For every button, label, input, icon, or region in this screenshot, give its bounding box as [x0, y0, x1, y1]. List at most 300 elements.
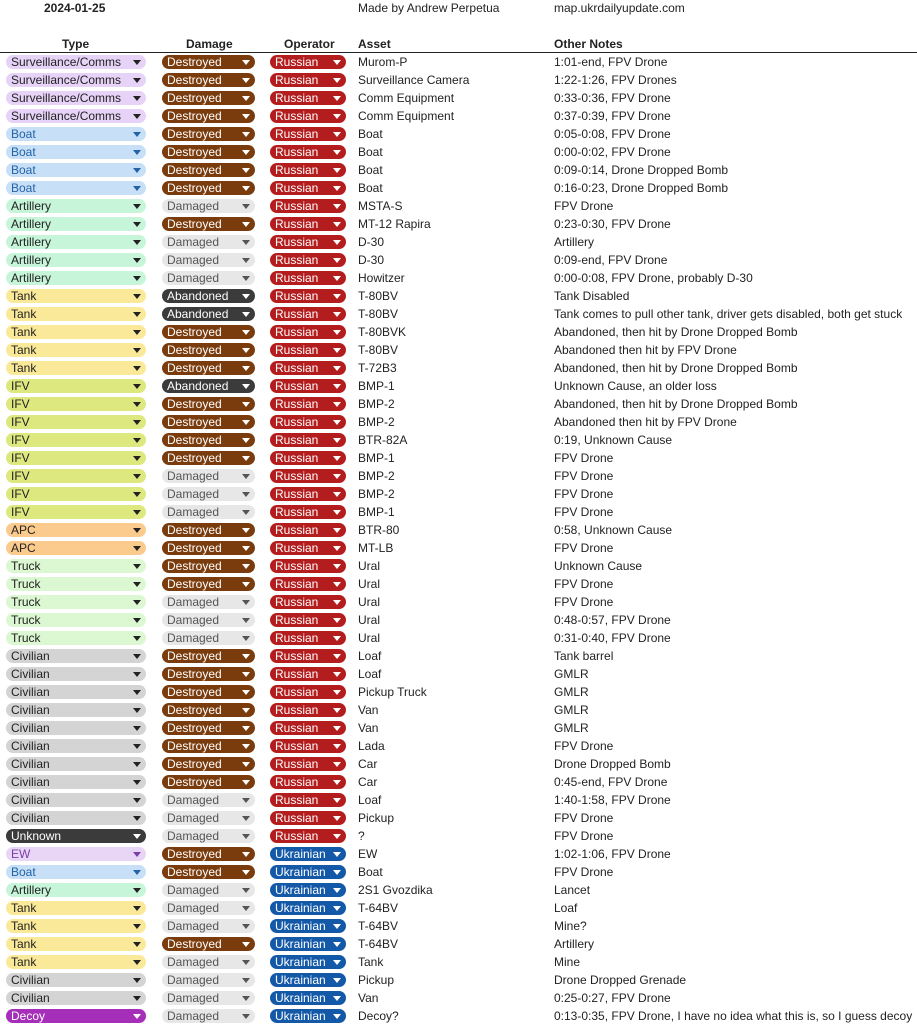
notes-cell[interactable]: Abandoned then hit by FPV Drone [554, 343, 737, 357]
damage-dropdown[interactable] [162, 307, 255, 321]
asset-cell[interactable]: BMP-1 [358, 451, 395, 465]
type-dropdown[interactable] [6, 343, 146, 357]
dropdown-arrow-icon [133, 222, 141, 227]
damage-dropdown[interactable] [162, 541, 255, 555]
notes-cell[interactable]: FPV Drone [554, 469, 614, 483]
operator-dropdown[interactable] [270, 217, 346, 231]
operator-dropdown[interactable] [270, 721, 346, 735]
type-dropdown[interactable] [6, 163, 146, 177]
operator-dropdown[interactable] [270, 667, 346, 681]
table-row [0, 143, 917, 161]
damage-dropdown[interactable] [162, 55, 255, 69]
dropdown-arrow-icon [133, 1014, 141, 1019]
asset-cell[interactable]: Howitzer [358, 271, 405, 285]
operator-dropdown[interactable] [270, 865, 346, 879]
operator-dropdown[interactable] [270, 829, 346, 843]
type-dropdown[interactable] [6, 811, 146, 825]
asset-cell[interactable]: Boat [358, 163, 383, 177]
asset-cell[interactable]: MT-LB [358, 541, 394, 555]
operator-dropdown[interactable] [270, 361, 346, 375]
damage-dropdown[interactable] [162, 991, 255, 1005]
type-dropdown[interactable] [6, 1009, 146, 1023]
type-dropdown[interactable] [6, 955, 146, 969]
damage-dropdown[interactable] [162, 1009, 255, 1023]
operator-dropdown[interactable] [270, 991, 346, 1005]
notes-cell[interactable]: 1:01-end, FPV Drone [554, 55, 668, 69]
operator-dropdown[interactable] [270, 559, 346, 573]
operator-value: Ukrainian [275, 1009, 326, 1023]
type-dropdown[interactable] [6, 595, 146, 609]
asset-cell[interactable]: T-80BV [358, 343, 399, 357]
type-dropdown[interactable] [6, 271, 146, 285]
damage-dropdown[interactable] [162, 181, 255, 195]
asset-cell[interactable]: Boat [358, 127, 383, 141]
asset-cell[interactable]: EW [358, 847, 378, 861]
notes-cell[interactable]: 0:09-end, FPV Drone [554, 253, 668, 267]
asset-cell[interactable]: BMP-2 [358, 397, 395, 411]
operator-dropdown[interactable] [270, 775, 346, 789]
asset-cell[interactable]: Car [358, 775, 378, 789]
notes-cell[interactable]: 0:19, Unknown Cause [554, 433, 673, 447]
notes-cell[interactable]: Tank barrel [554, 649, 614, 663]
asset-cell[interactable]: Loaf [358, 667, 382, 681]
operator-dropdown[interactable] [270, 577, 346, 591]
operator-dropdown[interactable] [270, 199, 346, 213]
type-dropdown[interactable] [6, 649, 146, 663]
operator-dropdown[interactable] [270, 235, 346, 249]
type-dropdown[interactable] [6, 127, 146, 141]
notes-cell[interactable]: 1:40-1:58, FPV Drone [554, 793, 671, 807]
asset-cell[interactable]: Ural [358, 631, 381, 645]
column-header-asset[interactable]: Asset [358, 37, 391, 51]
type-dropdown[interactable] [6, 379, 146, 393]
asset-cell[interactable]: T-64BV [358, 937, 399, 951]
asset-cell[interactable]: Tank [358, 955, 384, 969]
type-dropdown[interactable] [6, 451, 146, 465]
type-dropdown[interactable] [6, 145, 146, 159]
notes-cell[interactable]: Tank Disabled [554, 289, 630, 303]
notes-cell[interactable]: FPV Drone [554, 577, 614, 591]
asset-cell[interactable]: D-30 [358, 235, 385, 249]
asset-cell[interactable]: Pickup Truck [358, 685, 427, 699]
type-dropdown[interactable] [6, 847, 146, 861]
notes-cell[interactable]: Drone Dropped Grenade [554, 973, 687, 987]
notes-cell[interactable]: Abandoned, then hit by Drone Dropped Bomb [554, 325, 798, 339]
damage-dropdown[interactable] [162, 415, 255, 429]
notes-cell[interactable]: FPV Drone [554, 739, 614, 753]
operator-dropdown[interactable] [270, 955, 346, 969]
operator-dropdown[interactable] [270, 181, 346, 195]
dropdown-arrow-icon [242, 402, 250, 407]
operator-dropdown[interactable] [270, 397, 346, 411]
operator-dropdown[interactable] [270, 145, 346, 159]
type-dropdown[interactable] [6, 397, 146, 411]
notes-cell[interactable]: FPV Drone [554, 865, 614, 879]
type-dropdown[interactable] [6, 559, 146, 573]
operator-dropdown[interactable] [270, 307, 346, 321]
notes-cell[interactable]: Mine? [554, 919, 587, 933]
asset-cell[interactable]: T-64BV [358, 919, 399, 933]
notes-cell[interactable]: 0:48-0:57, FPV Drone [554, 613, 671, 627]
operator-dropdown[interactable] [270, 505, 346, 519]
type-dropdown[interactable] [6, 307, 146, 321]
damage-dropdown[interactable] [162, 973, 255, 987]
damage-value: Destroyed [167, 865, 222, 879]
notes-cell[interactable]: 0:45-end, FPV Drone [554, 775, 668, 789]
asset-cell[interactable]: Boat [358, 145, 383, 159]
damage-dropdown[interactable] [162, 217, 255, 231]
type-dropdown[interactable] [6, 577, 146, 591]
type-dropdown[interactable] [6, 757, 146, 771]
operator-dropdown[interactable] [270, 883, 346, 897]
damage-dropdown[interactable] [162, 703, 255, 717]
damage-dropdown[interactable] [162, 235, 255, 249]
asset-cell[interactable]: BTR-80 [358, 523, 400, 537]
operator-dropdown[interactable] [270, 703, 346, 717]
operator-dropdown[interactable] [270, 55, 346, 69]
notes-cell[interactable]: FPV Drone [554, 541, 614, 555]
notes-cell[interactable]: 0:00-0:08, FPV Drone, probably D-30 [554, 271, 753, 285]
notes-cell[interactable]: 0:31-0:40, FPV Drone [554, 631, 671, 645]
type-dropdown[interactable] [6, 613, 146, 627]
operator-dropdown[interactable] [270, 127, 346, 141]
type-dropdown[interactable] [6, 865, 146, 879]
operator-value: Russian [275, 163, 319, 177]
damage-dropdown[interactable] [162, 613, 255, 627]
notes-cell[interactable]: 0:09-0:14, Drone Dropped Bomb [554, 163, 729, 177]
notes-cell[interactable]: 0:58, Unknown Cause [554, 523, 673, 537]
asset-cell[interactable]: T-80BV [358, 307, 399, 321]
damage-dropdown[interactable] [162, 325, 255, 339]
damage-dropdown[interactable] [162, 721, 255, 735]
type-dropdown[interactable] [6, 739, 146, 753]
notes-cell[interactable]: Unknown Cause [554, 559, 643, 573]
notes-cell[interactable]: Drone Dropped Bomb [554, 757, 671, 771]
damage-dropdown[interactable] [162, 253, 255, 267]
notes-cell[interactable]: 0:13-0:35, FPV Drone, I have no idea what this is, so I guess decoy [554, 1009, 913, 1023]
damage-dropdown[interactable] [162, 811, 255, 825]
type-dropdown[interactable] [6, 199, 146, 213]
notes-cell[interactable]: Mine [554, 955, 581, 969]
type-dropdown[interactable] [6, 505, 146, 519]
damage-dropdown[interactable] [162, 379, 255, 393]
type-dropdown[interactable] [6, 631, 146, 645]
type-dropdown[interactable] [6, 919, 146, 933]
operator-dropdown[interactable] [270, 613, 346, 627]
notes-cell[interactable]: GMLR [554, 685, 589, 699]
dropdown-arrow-icon [242, 996, 250, 1001]
dropdown-arrow-icon [242, 636, 250, 641]
type-dropdown[interactable] [6, 217, 146, 231]
operator-dropdown[interactable] [270, 541, 346, 555]
operator-dropdown[interactable] [270, 289, 346, 303]
type-dropdown[interactable] [6, 487, 146, 501]
asset-cell[interactable]: Pickup [358, 973, 395, 987]
damage-dropdown[interactable] [162, 289, 255, 303]
notes-cell[interactable]: Unknown Cause, an older loss [554, 379, 717, 393]
operator-dropdown[interactable] [270, 343, 346, 357]
asset-cell[interactable]: Murom-P [358, 55, 408, 69]
asset-cell[interactable]: Ural [358, 577, 381, 591]
type-dropdown[interactable] [6, 685, 146, 699]
operator-dropdown[interactable] [270, 793, 346, 807]
asset-cell[interactable]: MSTA-S [358, 199, 403, 213]
damage-dropdown[interactable] [162, 793, 255, 807]
damage-dropdown[interactable] [162, 919, 255, 933]
asset-cell[interactable]: 2S1 Gvozdika [358, 883, 433, 897]
type-dropdown[interactable] [6, 469, 146, 483]
type-dropdown[interactable] [6, 73, 146, 87]
damage-dropdown[interactable] [162, 397, 255, 411]
damage-dropdown[interactable] [162, 523, 255, 537]
notes-cell[interactable]: FPV Drone [554, 505, 614, 519]
damage-dropdown[interactable] [162, 649, 255, 663]
operator-dropdown[interactable] [270, 523, 346, 537]
type-value: Surveillance/Comms [11, 73, 122, 87]
type-dropdown[interactable] [6, 361, 146, 375]
damage-value: Damaged [167, 811, 220, 825]
dropdown-arrow-icon [333, 978, 341, 983]
asset-cell[interactable]: Surveillance Camera [358, 73, 470, 87]
type-dropdown[interactable] [6, 937, 146, 951]
damage-dropdown[interactable] [162, 163, 255, 177]
damage-dropdown[interactable] [162, 199, 255, 213]
damage-dropdown[interactable] [162, 361, 255, 375]
notes-cell[interactable]: FPV Drone [554, 595, 614, 609]
damage-dropdown[interactable] [162, 91, 255, 105]
notes-cell[interactable]: 1:02-1:06, FPV Drone [554, 847, 671, 861]
notes-cell[interactable]: Lancet [554, 883, 591, 897]
operator-dropdown[interactable] [270, 631, 346, 645]
dropdown-arrow-icon [242, 312, 250, 317]
notes-cell[interactable]: 1:22-1:26, FPV Drones [554, 73, 677, 87]
operator-dropdown[interactable] [270, 487, 346, 501]
type-dropdown[interactable] [6, 523, 146, 537]
damage-dropdown[interactable] [162, 109, 255, 123]
damage-dropdown[interactable] [162, 595, 255, 609]
asset-cell[interactable]: ? [358, 829, 365, 843]
operator-dropdown[interactable] [270, 433, 346, 447]
type-dropdown[interactable] [6, 901, 146, 915]
asset-cell[interactable]: Loaf [358, 649, 382, 663]
operator-dropdown[interactable] [270, 973, 346, 987]
notes-cell[interactable]: FPV Drone [554, 811, 614, 825]
damage-dropdown[interactable] [162, 73, 255, 87]
operator-dropdown[interactable] [270, 901, 346, 915]
type-dropdown[interactable] [6, 667, 146, 681]
asset-cell[interactable]: Loaf [358, 793, 382, 807]
damage-value: Damaged [167, 973, 220, 987]
dropdown-arrow-icon [242, 546, 250, 551]
operator-dropdown[interactable] [270, 1009, 346, 1023]
column-header-type[interactable]: Type [62, 37, 90, 51]
operator-dropdown[interactable] [270, 325, 346, 339]
asset-cell[interactable]: T-80BV [358, 289, 399, 303]
notes-cell[interactable]: FPV Drone [554, 451, 614, 465]
asset-cell[interactable]: Comm Equipment [358, 91, 455, 105]
operator-dropdown[interactable] [270, 379, 346, 393]
column-header-damage[interactable]: Damage [186, 37, 233, 51]
operator-dropdown[interactable] [270, 91, 346, 105]
asset-cell[interactable]: Lada [358, 739, 385, 753]
asset-cell[interactable]: Ural [358, 595, 381, 609]
notes-cell[interactable]: Loaf [554, 901, 578, 915]
column-header-notes[interactable]: Other Notes [554, 37, 623, 51]
type-dropdown[interactable] [6, 235, 146, 249]
asset-cell[interactable]: BMP-1 [358, 505, 395, 519]
notes-cell[interactable]: Artillery [554, 235, 595, 249]
damage-dropdown[interactable] [162, 901, 255, 915]
type-dropdown[interactable] [6, 253, 146, 267]
asset-cell[interactable]: MT-12 Rapira [358, 217, 431, 231]
damage-dropdown[interactable] [162, 559, 255, 573]
asset-cell[interactable]: BMP-2 [358, 415, 395, 429]
asset-cell[interactable]: Van [358, 991, 379, 1005]
notes-cell[interactable]: Abandoned, then hit by Drone Dropped Bomb [554, 397, 798, 411]
table-row [0, 701, 917, 719]
type-dropdown[interactable] [6, 55, 146, 69]
operator-dropdown[interactable] [270, 451, 346, 465]
notes-cell[interactable]: GMLR [554, 703, 589, 717]
type-dropdown[interactable] [6, 793, 146, 807]
operator-dropdown[interactable] [270, 415, 346, 429]
notes-cell[interactable]: GMLR [554, 721, 589, 735]
damage-dropdown[interactable] [162, 829, 255, 843]
operator-dropdown[interactable] [270, 595, 346, 609]
damage-dropdown[interactable] [162, 865, 255, 879]
notes-cell[interactable]: FPV Drone [554, 487, 614, 501]
damage-dropdown[interactable] [162, 631, 255, 645]
damage-dropdown[interactable] [162, 883, 255, 897]
notes-cell[interactable]: 0:16-0:23, Drone Dropped Bomb [554, 181, 729, 195]
damage-dropdown[interactable] [162, 685, 255, 699]
column-header-operator[interactable]: Operator [284, 37, 335, 51]
operator-dropdown[interactable] [270, 649, 346, 663]
notes-cell[interactable]: 0:00-0:02, FPV Drone [554, 145, 671, 159]
notes-cell[interactable]: Abandoned then hit by FPV Drone [554, 415, 737, 429]
report-date: 2024-01-25 [44, 1, 106, 15]
damage-dropdown[interactable] [162, 955, 255, 969]
notes-cell[interactable]: Abandoned, then hit by Drone Dropped Bomb [554, 361, 798, 375]
type-dropdown[interactable] [6, 541, 146, 555]
damage-dropdown[interactable] [162, 487, 255, 501]
asset-cell[interactable]: Van [358, 721, 379, 735]
operator-dropdown[interactable] [270, 73, 346, 87]
notes-cell[interactable]: 0:37-0:39, FPV Drone [554, 109, 671, 123]
operator-dropdown[interactable] [270, 757, 346, 771]
damage-dropdown[interactable] [162, 127, 255, 141]
damage-dropdown[interactable] [162, 757, 255, 771]
asset-cell[interactable]: Pickup [358, 811, 395, 825]
asset-cell[interactable]: T-80BVK [358, 325, 407, 339]
asset-cell[interactable]: Comm Equipment [358, 109, 455, 123]
notes-cell[interactable]: 0:25-0:27, FPV Drone [554, 991, 671, 1005]
asset-cell[interactable]: BMP-2 [358, 487, 395, 501]
type-dropdown[interactable] [6, 973, 146, 987]
asset-cell[interactable]: Ural [358, 559, 381, 573]
asset-cell[interactable]: BTR-82A [358, 433, 408, 447]
dropdown-arrow-icon [133, 420, 141, 425]
damage-dropdown[interactable] [162, 343, 255, 357]
asset-cell[interactable]: Decoy? [358, 1009, 399, 1023]
operator-dropdown[interactable] [270, 685, 346, 699]
operator-dropdown[interactable] [270, 163, 346, 177]
asset-cell[interactable]: Car [358, 757, 378, 771]
type-dropdown[interactable] [6, 703, 146, 717]
damage-dropdown[interactable] [162, 145, 255, 159]
type-value: IFV [11, 451, 30, 465]
dropdown-arrow-icon [242, 348, 250, 353]
operator-dropdown[interactable] [270, 469, 346, 483]
operator-dropdown[interactable] [270, 937, 346, 951]
operator-dropdown[interactable] [270, 271, 346, 285]
asset-cell[interactable]: BMP-2 [358, 469, 395, 483]
damage-dropdown[interactable] [162, 847, 255, 861]
notes-cell[interactable]: Tank comes to pull other tank, driver gets disabled, both get stuck [554, 307, 903, 321]
notes-cell[interactable]: GMLR [554, 667, 589, 681]
damage-dropdown[interactable] [162, 469, 255, 483]
type-dropdown[interactable] [6, 991, 146, 1005]
notes-cell[interactable]: FPV Drone [554, 829, 614, 843]
damage-dropdown[interactable] [162, 667, 255, 681]
type-dropdown[interactable] [6, 433, 146, 447]
type-dropdown[interactable] [6, 829, 146, 843]
type-dropdown[interactable] [6, 289, 146, 303]
asset-cell[interactable]: Van [358, 703, 379, 717]
damage-dropdown[interactable] [162, 433, 255, 447]
type-dropdown[interactable] [6, 721, 146, 735]
type-dropdown[interactable] [6, 325, 146, 339]
damage-dropdown[interactable] [162, 271, 255, 285]
asset-cell[interactable]: T-64BV [358, 901, 399, 915]
asset-cell[interactable]: T-72B3 [358, 361, 397, 375]
damage-dropdown[interactable] [162, 775, 255, 789]
damage-dropdown[interactable] [162, 451, 255, 465]
operator-dropdown[interactable] [270, 811, 346, 825]
notes-cell[interactable]: Artillery [554, 937, 595, 951]
operator-dropdown[interactable] [270, 109, 346, 123]
operator-value: Russian [275, 379, 319, 393]
notes-cell[interactable]: 0:23-0:30, FPV Drone [554, 217, 671, 231]
type-dropdown[interactable] [6, 181, 146, 195]
asset-cell[interactable]: Boat [358, 865, 383, 879]
damage-dropdown[interactable] [162, 739, 255, 753]
asset-cell[interactable]: D-30 [358, 253, 385, 267]
damage-dropdown[interactable] [162, 505, 255, 519]
operator-dropdown[interactable] [270, 739, 346, 753]
dropdown-arrow-icon [333, 312, 341, 317]
type-dropdown[interactable] [6, 91, 146, 105]
operator-dropdown[interactable] [270, 253, 346, 267]
type-dropdown[interactable] [6, 883, 146, 897]
notes-cell[interactable]: 0:05-0:08, FPV Drone [554, 127, 671, 141]
damage-dropdown[interactable] [162, 937, 255, 951]
notes-cell[interactable]: FPV Drone [554, 199, 614, 213]
type-dropdown[interactable] [6, 775, 146, 789]
asset-cell[interactable]: Ural [358, 613, 381, 627]
loss-table-body [0, 53, 917, 1025]
damage-dropdown[interactable] [162, 577, 255, 591]
type-dropdown[interactable] [6, 109, 146, 123]
type-dropdown[interactable] [6, 415, 146, 429]
operator-dropdown[interactable] [270, 847, 346, 861]
operator-dropdown[interactable] [270, 919, 346, 933]
asset-cell[interactable]: BMP-1 [358, 379, 395, 393]
notes-cell[interactable]: 0:33-0:36, FPV Drone [554, 91, 671, 105]
table-row [0, 323, 917, 341]
source-link[interactable]: map.ukrdailyupdate.com [554, 1, 685, 15]
asset-cell[interactable]: Boat [358, 181, 383, 195]
